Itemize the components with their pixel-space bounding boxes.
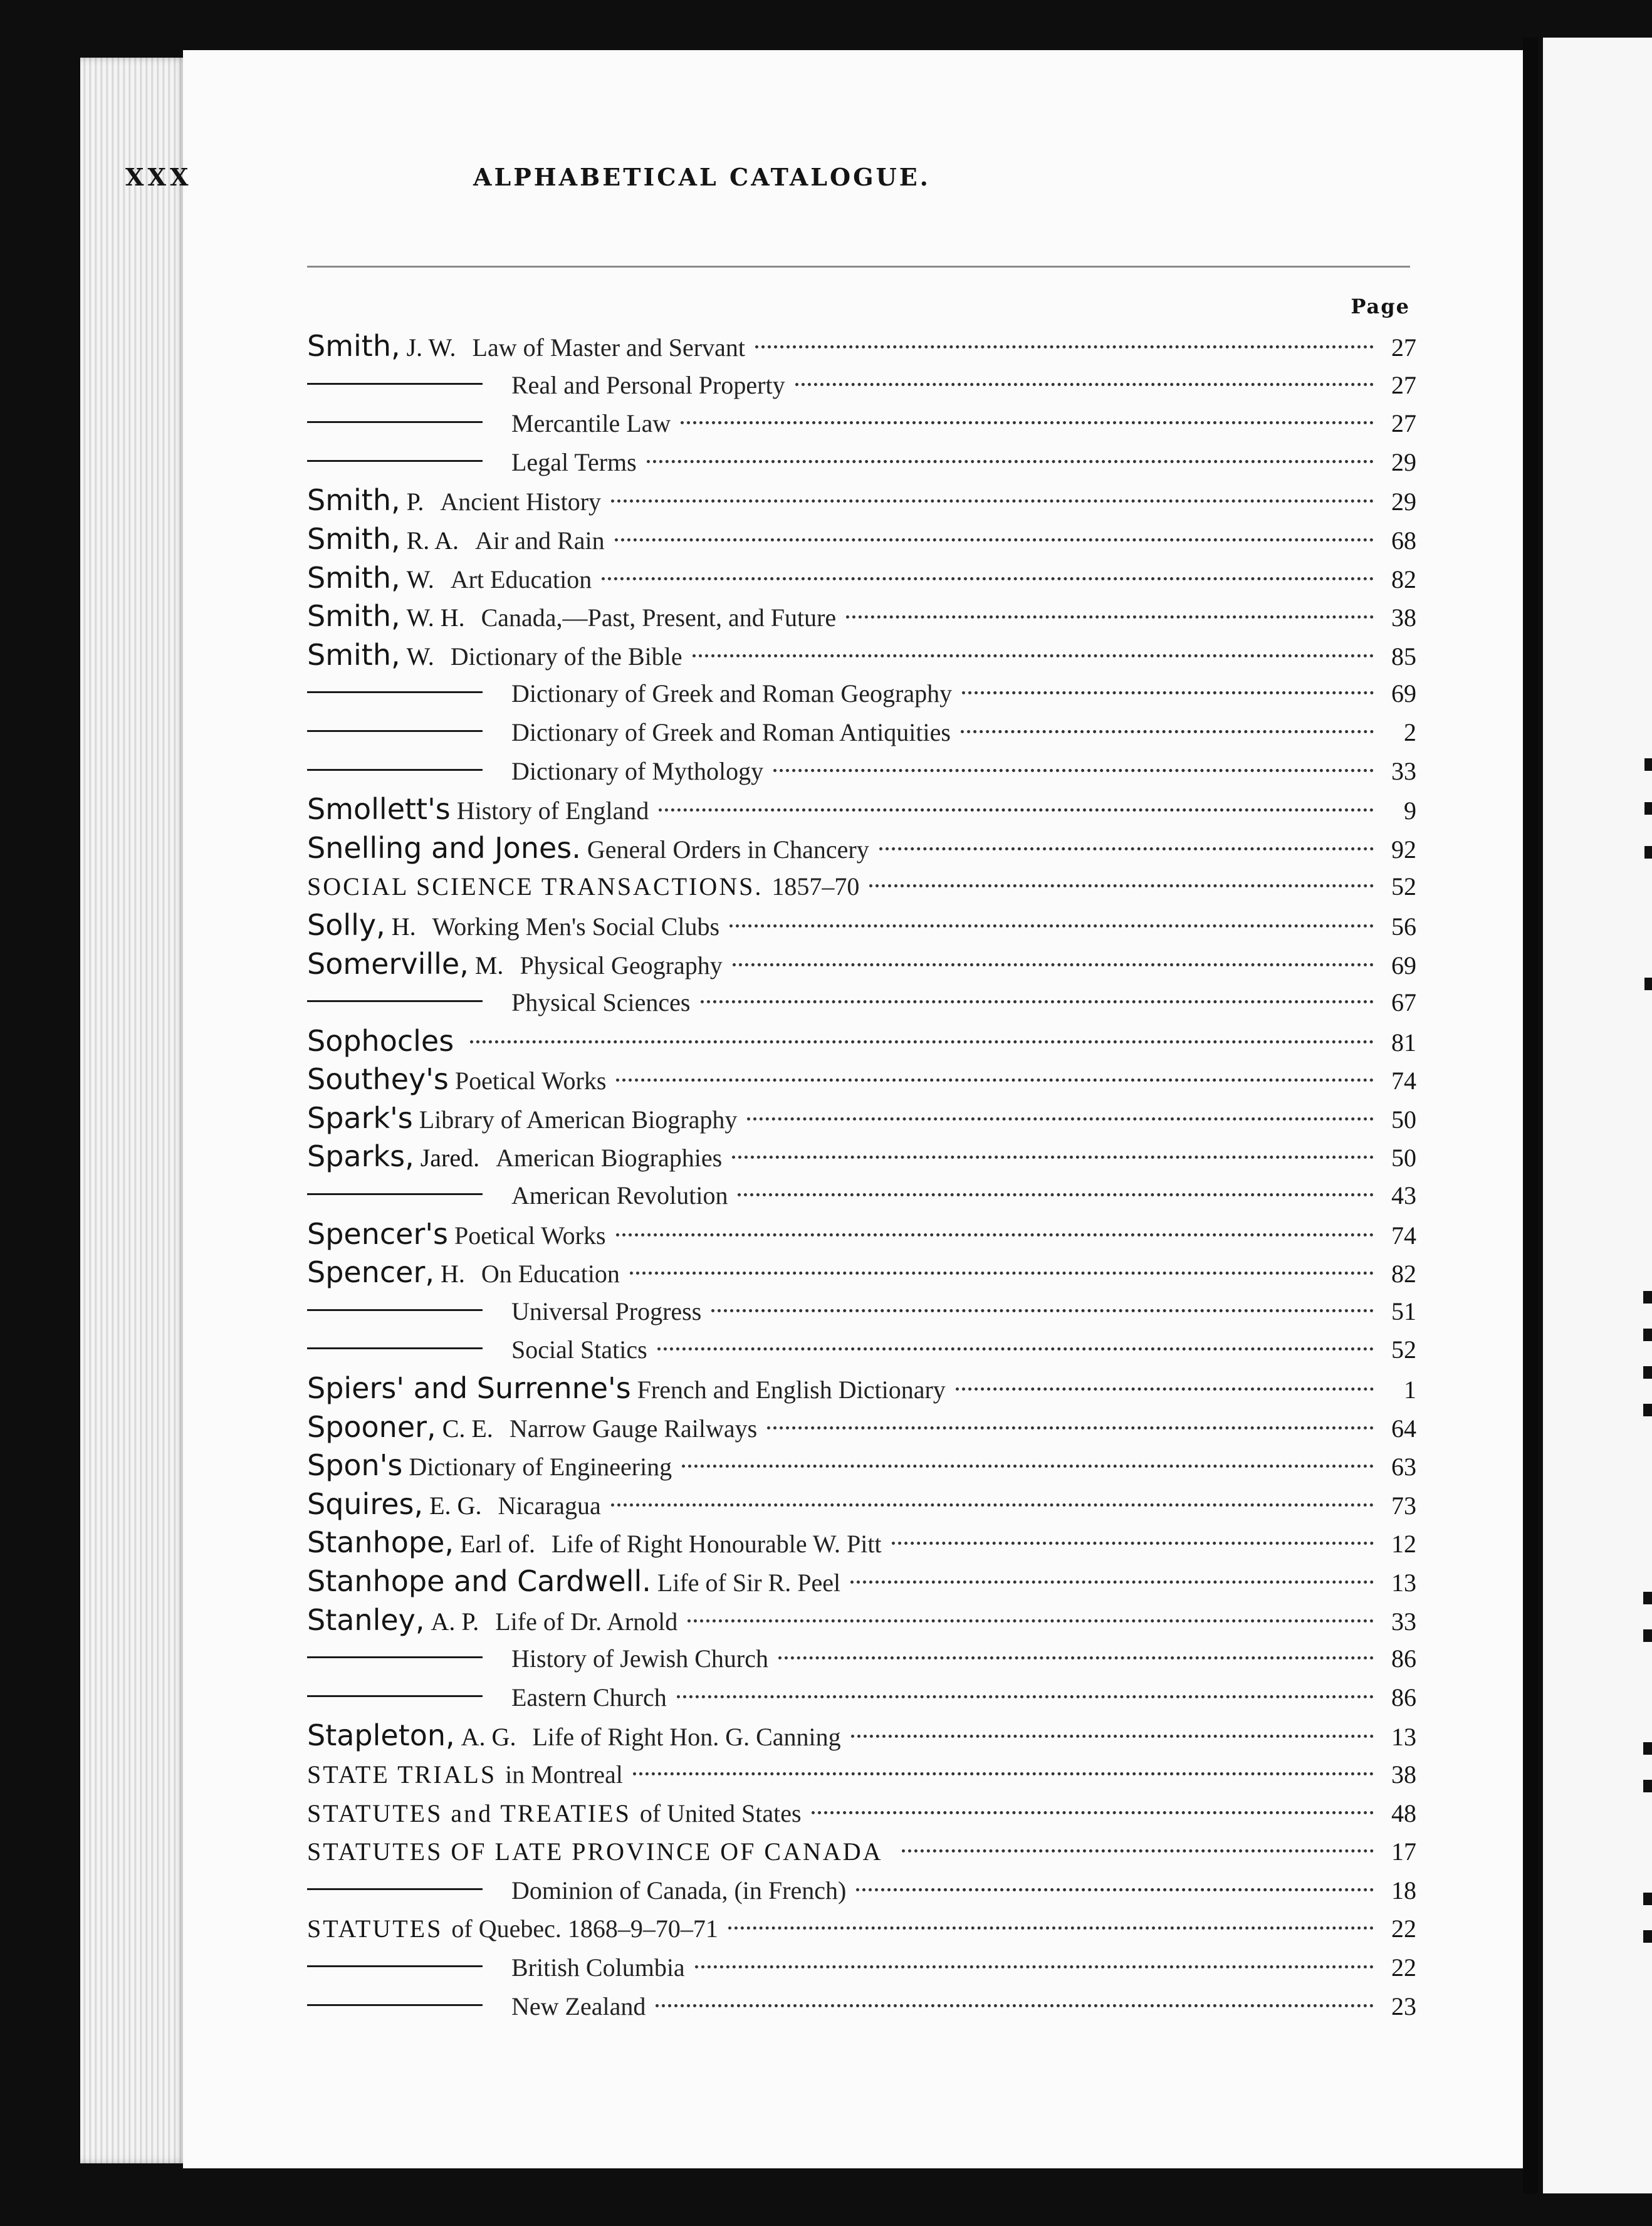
dot-leader: [656, 2004, 1374, 2007]
dot-leader: [902, 1849, 1374, 1852]
page-number: 56: [1391, 912, 1416, 941]
author-heading: Sparks,: [307, 1139, 414, 1174]
dot-leader: [630, 1272, 1374, 1275]
work-title: Life of Dr. Arnold: [495, 1607, 678, 1636]
work-title: Poetical Works: [454, 1221, 606, 1250]
author-heading: Smollett's: [307, 792, 451, 827]
catalogue-entry: [307, 1292, 1416, 1331]
page-number: 38: [1391, 1760, 1416, 1789]
catalogue-entry: [307, 1022, 1416, 1061]
catalogue-entry: [307, 443, 1416, 482]
work-title: British Columbia: [511, 1953, 685, 1982]
dot-leader: [659, 808, 1374, 812]
catalogue-entry: [307, 366, 1416, 405]
work-title: Physical Geography: [520, 951, 723, 980]
page-number: 29: [1391, 447, 1416, 476]
author-initials: P.: [406, 488, 424, 516]
catalogue-entry: [307, 1408, 1416, 1447]
work-title: Physical Sciences: [511, 988, 691, 1017]
work-title: American Revolution: [511, 1181, 728, 1210]
work-title: Air and Rain: [474, 526, 605, 555]
catalogue-entry: [307, 1987, 1416, 2026]
catalogue-entry: [307, 1755, 1416, 1794]
catalogue-entry: [307, 481, 1416, 520]
work-title: New Zealand: [511, 1992, 646, 2020]
work-title: Law of Master and Servant: [472, 333, 745, 362]
page-number: 63: [1391, 1453, 1416, 1481]
ditto-dash: [307, 1888, 483, 1890]
author-initials: A. G.: [461, 1723, 516, 1752]
dot-leader: [733, 963, 1374, 966]
dot-leader: [956, 1387, 1374, 1391]
work-title: Art Education: [450, 565, 592, 593]
work-title: Life of Right Honourable W. Pitt: [551, 1530, 882, 1559]
work-title: On Education: [481, 1260, 620, 1288]
dot-leader: [677, 1695, 1374, 1698]
page-number: 69: [1391, 951, 1416, 980]
author-heading: Spon's: [307, 1448, 403, 1483]
catalogue-entry: [307, 1794, 1416, 1833]
page-number: 27: [1391, 333, 1416, 362]
author-heading: Stanhope and Cardwell.: [307, 1564, 651, 1598]
catalogue-entry: [307, 1678, 1416, 1717]
dot-leader: [711, 1309, 1374, 1312]
page-number: 27: [1391, 370, 1416, 399]
author-heading: Smith,: [307, 329, 400, 363]
page-number: 17: [1391, 1837, 1416, 1866]
catalogue-entry: [307, 790, 1416, 829]
author-heading: Squires,: [307, 1487, 424, 1521]
ditto-dash: [307, 1656, 483, 1658]
dot-leader: [682, 1465, 1374, 1468]
ditto-dash: [307, 691, 483, 693]
catalogue-entry: [307, 1871, 1416, 1910]
catalogue-entry: [307, 1523, 1416, 1562]
page-number: 9: [1404, 797, 1416, 825]
ditto-dash: [307, 1695, 483, 1697]
author-heading: Sophocles: [307, 1023, 454, 1058]
dot-leader: [616, 1079, 1374, 1082]
dot-leader: [747, 1117, 1374, 1121]
catalogue-entry: [307, 1562, 1416, 1601]
catalogue-entry: [307, 867, 1416, 906]
catalogue-entry: [307, 674, 1416, 713]
author-heading: Spencer's: [307, 1216, 448, 1251]
entry-heading: SOCIAL SCIENCE TRANSACTIONS.: [307, 872, 763, 901]
work-title: Real and Personal Property: [511, 370, 785, 399]
entry-heading: STATE TRIALS: [307, 1760, 497, 1789]
catalogue-entry: [307, 1215, 1416, 1254]
ditto-dash: [307, 1309, 483, 1311]
catalogue-entry: [307, 636, 1416, 675]
catalogue-entry: [307, 1369, 1416, 1408]
page-number: 52: [1391, 872, 1416, 901]
dot-leader: [611, 499, 1374, 503]
work-title: Life of Right Hon. G. Canning: [532, 1723, 841, 1752]
page-number: 64: [1391, 1414, 1416, 1443]
page-number: 51: [1391, 1297, 1416, 1325]
work-title: Dictionary of Greek and Roman Antiquities: [511, 718, 951, 746]
page-number: 12: [1391, 1530, 1416, 1559]
dot-leader: [470, 1040, 1374, 1043]
author-heading: Somerville,: [307, 946, 469, 981]
catalogue-entry: [307, 404, 1416, 443]
dot-leader: [693, 654, 1374, 657]
dot-leader: [851, 1735, 1374, 1738]
page-number: 86: [1391, 1644, 1416, 1673]
catalogue-entry: [307, 752, 1416, 791]
author-initials: W.: [406, 642, 434, 671]
work-title: Life of Sir R. Peel: [657, 1569, 841, 1597]
entry-heading: STATUTES and TREATIES: [307, 1799, 631, 1827]
page-number: 22: [1391, 1953, 1416, 1982]
work-title: Dominion of Canada, (in French): [511, 1876, 847, 1905]
work-title: Narrow Gauge Railways: [509, 1414, 758, 1443]
dot-leader: [962, 691, 1374, 694]
author-heading: Snelling and Jones.: [307, 830, 581, 865]
catalogue-entry: [307, 983, 1416, 1022]
work-title: Dictionary of Mythology: [511, 756, 764, 785]
catalogue-entry: [307, 559, 1416, 598]
work-title: American Biographies: [496, 1144, 723, 1173]
author-initials: M.: [474, 951, 504, 980]
ditto-dash: [307, 2004, 483, 2006]
dot-leader: [633, 1772, 1374, 1775]
catalogue-entry: [307, 1639, 1416, 1678]
page-number: 1: [1404, 1376, 1416, 1404]
dot-leader: [892, 1542, 1374, 1545]
page-number: 82: [1391, 1260, 1416, 1288]
page-number: 38: [1391, 604, 1416, 632]
page-number: 23: [1391, 1992, 1416, 2020]
page-number: 69: [1391, 679, 1416, 708]
page-header: [125, 163, 1410, 201]
dot-leader: [738, 1193, 1374, 1196]
ditto-dash: [307, 1193, 483, 1195]
dot-leader: [778, 1656, 1374, 1659]
page-number: 85: [1391, 642, 1416, 671]
dot-leader: [681, 421, 1374, 424]
work-title: in Montreal: [505, 1760, 623, 1789]
catalogue-entry: [307, 1948, 1416, 1987]
catalogue-entry: [307, 597, 1416, 636]
author-heading: Smith,: [307, 483, 400, 518]
dot-leader: [728, 1926, 1374, 1930]
author-heading: Stapleton,: [307, 1718, 455, 1753]
page-number: 33: [1391, 756, 1416, 785]
catalogue-entries: [307, 327, 1416, 2025]
dot-leader: [767, 1426, 1374, 1429]
work-title: Nicaragua: [498, 1491, 601, 1520]
page-number: 13: [1391, 1723, 1416, 1752]
author-heading: Smith,: [307, 637, 400, 672]
page-number: 43: [1391, 1181, 1416, 1210]
dot-leader: [732, 1156, 1374, 1159]
author-heading: Spark's: [307, 1100, 413, 1135]
author-initials: J. W.: [406, 333, 456, 362]
catalogue-entry: [307, 1832, 1416, 1871]
author-heading: Spooner,: [307, 1409, 436, 1444]
work-title: General Orders in Chancery: [587, 835, 869, 864]
catalogue-entry: [307, 713, 1416, 752]
author-initials: H.: [391, 912, 416, 941]
dot-leader: [755, 345, 1374, 348]
page-number: 92: [1391, 835, 1416, 864]
catalogue-entry: [307, 829, 1416, 868]
page-number: 18: [1391, 1876, 1416, 1905]
work-title: History of Jewish Church: [511, 1644, 768, 1673]
adjacent-page-edge: [1543, 38, 1652, 2193]
catalogue-entry: [307, 1446, 1416, 1485]
page-number: 67: [1391, 988, 1416, 1017]
author-heading: Stanley,: [307, 1602, 425, 1637]
page-number: 52: [1391, 1335, 1416, 1364]
dot-leader: [657, 1347, 1374, 1351]
ditto-dash: [307, 1965, 483, 1967]
page-number: 27: [1391, 409, 1416, 438]
dot-leader: [687, 1619, 1374, 1622]
catalogue-entry: [307, 1060, 1416, 1099]
author-initials: W. H.: [406, 604, 465, 632]
work-title: of Quebec. 1868–9–70–71: [451, 1915, 718, 1943]
dot-leader: [701, 1000, 1374, 1003]
dot-leader: [961, 730, 1374, 733]
dot-leader: [616, 1233, 1374, 1236]
author-heading: Smith,: [307, 521, 400, 556]
dot-leader: [695, 1965, 1374, 1968]
catalogue-entry: [307, 1099, 1416, 1138]
page-number: 81: [1391, 1028, 1416, 1057]
author-initials: H.: [440, 1260, 465, 1288]
dot-leader: [647, 460, 1374, 463]
dot-leader: [611, 1503, 1374, 1507]
author-initials: R. A.: [406, 526, 459, 555]
ditto-dash: [307, 1347, 483, 1349]
catalogue-entry: [307, 1601, 1416, 1640]
page-number: 33: [1391, 1607, 1416, 1636]
dot-leader: [729, 924, 1374, 927]
dot-leader: [846, 615, 1374, 619]
dot-leader: [795, 383, 1374, 386]
page-number: 50: [1391, 1144, 1416, 1173]
work-title: Library of American Biography: [419, 1105, 738, 1134]
author-initials: E. G.: [429, 1491, 482, 1520]
catalogue-entry: [307, 520, 1416, 559]
catalogue-entry: [307, 1253, 1416, 1292]
work-title: Dictionary of Greek and Roman Geography: [511, 679, 953, 708]
author-heading: Stanhope,: [307, 1525, 454, 1560]
dot-leader: [850, 1581, 1374, 1584]
catalogue-entry: [307, 327, 1416, 366]
catalogue-entry: [307, 1910, 1416, 1948]
ditto-dash: [307, 730, 483, 732]
work-title: French and English Dictionary: [637, 1376, 946, 1404]
page-number: 73: [1391, 1491, 1416, 1520]
work-title: of United States: [639, 1799, 802, 1827]
author-initials: A. P.: [431, 1607, 479, 1636]
author-heading: Smith,: [307, 560, 400, 595]
work-title: Dictionary of the Bible: [450, 642, 682, 671]
author-initials: Earl of.: [460, 1530, 535, 1559]
author-heading: Spencer,: [307, 1255, 434, 1290]
dot-leader: [856, 1888, 1374, 1891]
work-title: Dictionary of Engineering: [409, 1453, 672, 1481]
ditto-dash: [307, 1000, 483, 1002]
catalogue-entry: [307, 1717, 1416, 1755]
catalogue-entry: [307, 1176, 1416, 1215]
page-number: 74: [1391, 1221, 1416, 1250]
page-number: 82: [1391, 565, 1416, 593]
work-title: Poetical Works: [454, 1067, 607, 1095]
page-number: 29: [1391, 488, 1416, 516]
catalogue-entry: [307, 906, 1416, 945]
page-number: 74: [1391, 1067, 1416, 1095]
dot-leader: [879, 847, 1374, 850]
work-title: Mercantile Law: [511, 409, 671, 438]
author-initials: W.: [406, 565, 434, 593]
page-number: 2: [1404, 718, 1416, 746]
dot-leader: [812, 1811, 1374, 1814]
running-title: ALPHABETICAL CATALOGUE.: [473, 163, 931, 191]
entry-heading: STATUTES OF LATE PROVINCE OF CANADA: [307, 1837, 883, 1866]
dot-leader: [602, 577, 1374, 580]
catalogue-entry: [307, 1137, 1416, 1176]
page-folio: XXX: [125, 163, 192, 191]
work-title: Ancient History: [440, 488, 602, 516]
catalogue-entry: [307, 945, 1416, 984]
work-title: Eastern Church: [511, 1683, 667, 1711]
catalogue-entry: [307, 1330, 1416, 1369]
work-title: Canada,—Past, Present, and Future: [481, 604, 837, 632]
author-heading: Solly,: [307, 907, 385, 942]
author-heading: Spiers' and Surrenne's: [307, 1371, 631, 1406]
entry-heading: STATUTES: [307, 1915, 443, 1943]
work-title: Working Men's Social Clubs: [432, 912, 720, 941]
page-number: 86: [1391, 1683, 1416, 1711]
work-title: Social Statics: [511, 1335, 647, 1364]
author-heading: Smith,: [307, 599, 400, 634]
book-gutter: [1523, 38, 1538, 2193]
page-column-label: Page: [1351, 295, 1410, 318]
work-title: Universal Progress: [511, 1297, 702, 1325]
author-initials: Jared.: [420, 1144, 480, 1173]
ditto-dash: [307, 460, 483, 462]
dot-leader: [869, 884, 1374, 887]
dot-leader: [615, 538, 1374, 541]
page-edges: [80, 58, 187, 2163]
header-rule: [307, 266, 1410, 268]
work-title: Legal Terms: [511, 447, 637, 476]
dot-leader: [773, 769, 1374, 772]
author-initials: C. E.: [442, 1414, 493, 1443]
page-number: 48: [1391, 1799, 1416, 1827]
ditto-dash: [307, 421, 483, 423]
ditto-dash: [307, 769, 483, 771]
page-number: 13: [1391, 1569, 1416, 1597]
page-number: 22: [1391, 1915, 1416, 1943]
page-number: 68: [1391, 526, 1416, 555]
work-title: History of England: [456, 797, 649, 825]
ditto-dash: [307, 383, 483, 385]
catalogue-entry: [307, 1485, 1416, 1524]
work-title: 1857–70: [771, 872, 860, 901]
page-number: 50: [1391, 1105, 1416, 1134]
author-heading: Southey's: [307, 1062, 449, 1097]
